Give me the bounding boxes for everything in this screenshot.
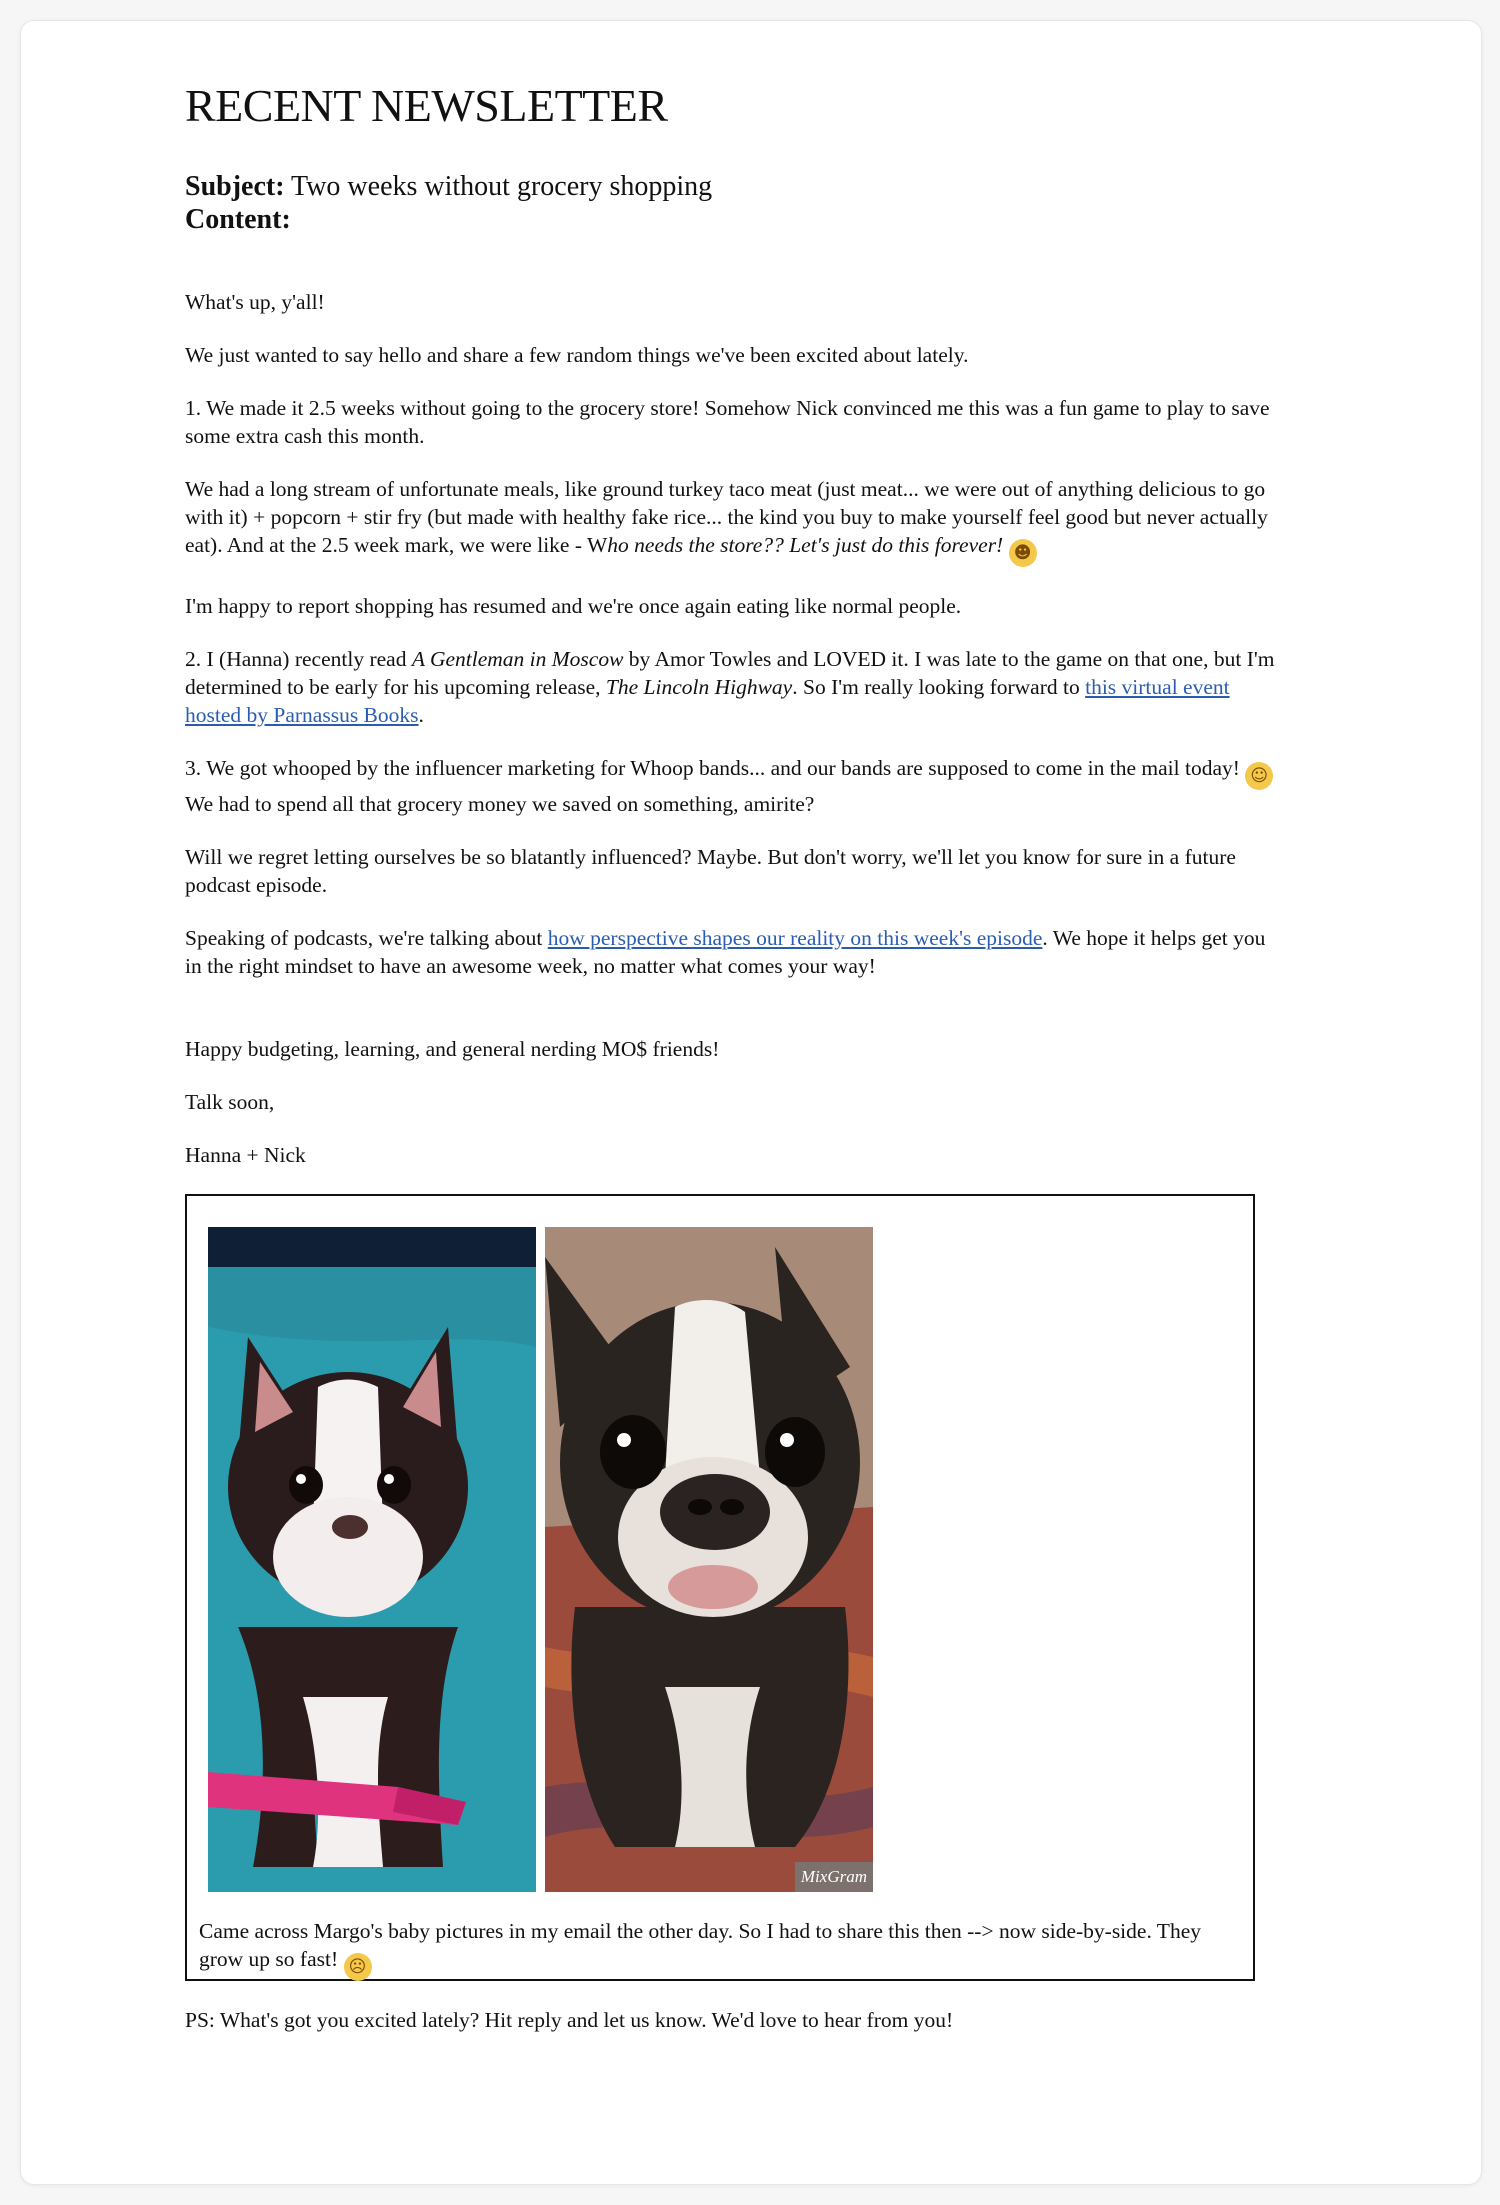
greeting: What's up, y'all! <box>185 289 325 314</box>
signature: Hanna + Nick <box>185 1142 306 1167</box>
item-2-end: . <box>418 702 424 727</box>
newsletter-body <box>185 288 1285 2034</box>
book-title-gentleman: A Gentleman in Moscow <box>411 646 624 671</box>
adult-dog-photo <box>545 1227 873 1892</box>
item-3-paragraph <box>185 754 1285 818</box>
newsletter-content <box>185 81 1285 2059</box>
podcast-text-a: Speaking of podcasts, we're talking about <box>185 925 548 950</box>
regret-paragraph: Will we regret letting ourselves be so blatantly influenced? Maybe. But don't worry, we'll let you know for sure in a future podcast episode. <box>185 844 1236 897</box>
resumed-paragraph: I'm happy to report shopping has resumed and we're once again eating like normal people. <box>185 593 962 618</box>
item-3-text-a: 3. We got whooped by the influencer marketing for Whoop bands... and our bands are supposed to come in the mail today! <box>185 755 1240 780</box>
spacer <box>185 1005 1285 1035</box>
photo-figure <box>185 1194 1255 1981</box>
meals-text: We had a long stream of unfortunate meals, like ground turkey taco meat (just meat... we were out of anything delicious to go with it) + popcorn + stir fry (but made with healthy fake rice... the kind you buy to make yourself feel good but never actually eat). And at the 2.5 week mark, we were like - W <box>185 476 1268 557</box>
photo-caption-text: Came across Margo's baby pictures in my email the other day. So I had to share this then --> now side-by-side. They grow up so fast! <box>199 1918 1201 1971</box>
intro-paragraph: We just wanted to say hello and share a few random things we've been excited about lately. <box>185 342 969 367</box>
newsletter-card <box>20 20 1482 2185</box>
subject-value: Two weeks without grocery shopping <box>291 170 713 202</box>
podcast-paragraph <box>185 924 1285 980</box>
episode-link[interactable]: how perspective shapes our reality on this week's episode <box>547 925 1043 950</box>
crying-face-emoji-icon: ☹ <box>344 1953 372 1981</box>
item-3-text-b: We had to spend all that grocery money we saved on something, amirite? <box>185 791 815 816</box>
subject-label: Subject: <box>185 170 285 202</box>
item-2-paragraph <box>185 645 1285 729</box>
photo-caption <box>199 1917 1239 1981</box>
item-2-text-c: . So I'm really looking forward to <box>792 674 1086 699</box>
ps-paragraph: PS: What's got you excited lately? Hit reply and let us know. We'd love to hear from you! <box>185 2007 954 2032</box>
page-title: RECENT NEWSLETTER <box>185 80 668 131</box>
puppy-photo <box>208 1227 536 1892</box>
book-title-lincoln: The Lincoln Highway <box>605 674 793 699</box>
item-2-text-a: 2. I (Hanna) recently read <box>185 646 412 671</box>
item-2-text-b: by Amor Towles and LOVED it. I was late to the game on that one, but I'm determined to be early for his upcoming release, <box>185 646 1275 699</box>
puppy-photo-art <box>208 1227 536 1892</box>
talk-soon: Talk soon, <box>185 1089 275 1114</box>
podcast-text-b: . We hope it helps get you in the right mindset to have an awesome week, no matter what comes your way! <box>185 925 1266 978</box>
meals-italic: ho needs the store?? Let's just do this forever! <box>607 532 1004 557</box>
content-line <box>185 203 1285 236</box>
item-1-paragraph: 1. We made it 2.5 weeks without going to the grocery store! Somehow Nick convinced me this was a fun game to play to save some extra cash this month. <box>185 395 1270 448</box>
adult-dog-photo-art <box>545 1227 873 1892</box>
meals-paragraph <box>185 475 1285 567</box>
mixgram-watermark: MixGram <box>795 1862 873 1892</box>
content-label: Content: <box>185 203 291 235</box>
hot-face-emoji-icon: ☻ <box>1009 539 1037 567</box>
parnassus-event-link[interactable]: this virtual event hosted by Parnassus Books <box>185 674 1230 727</box>
closing-paragraph: Happy budgeting, learning, and general nerding MO$ friends! <box>185 1036 720 1061</box>
subject-line <box>185 170 1285 203</box>
party-face-emoji-icon: ☺ <box>1245 762 1273 790</box>
newsletter-meta <box>185 170 1285 236</box>
